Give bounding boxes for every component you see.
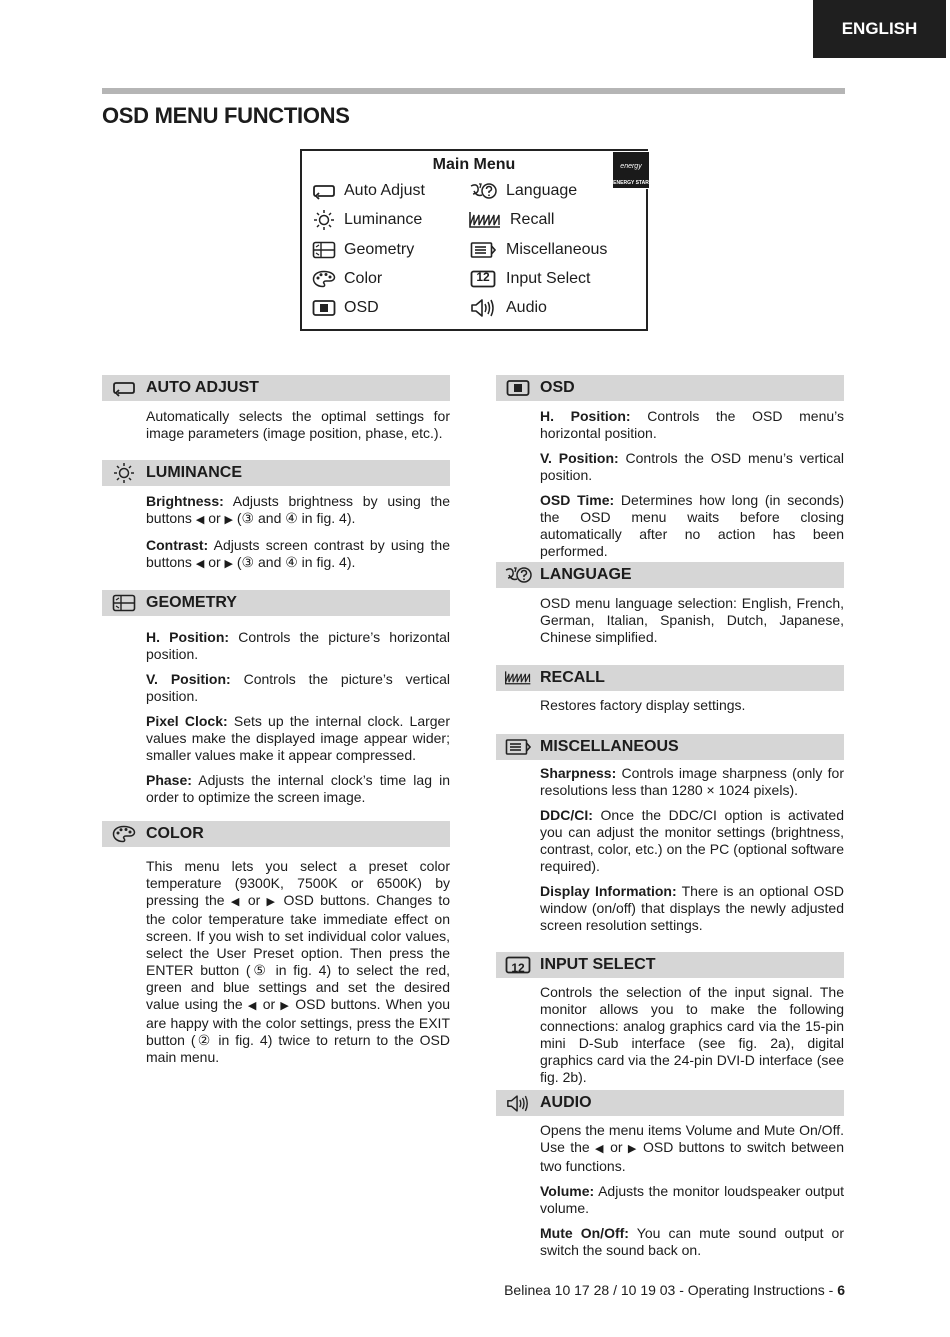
- arrow-right-icon: ▶: [266, 896, 278, 908]
- ddc-paragraph: [540, 807, 844, 875]
- menu-item-miscellaneous: [468, 239, 607, 261]
- luminance-icon: [312, 209, 336, 231]
- arrow-right-icon: ▶: [627, 1143, 638, 1155]
- phase-label: Phase:: [146, 772, 192, 788]
- ddc-label: DDC/CI:: [540, 807, 593, 823]
- osd-time-label: OSD Time:: [540, 492, 615, 508]
- recall-icon: [468, 209, 502, 231]
- paragraph: Controls the selection of the input signal. The monitor allows you to make the following connections: analog graphics card via the 15-pin mini D-Sub interface (see fig. 2a), digital graphics card via the 24-pin DVI-D interface (see fig. 2b).: [540, 984, 844, 1085]
- section-header-osd: [496, 375, 844, 401]
- section-header-language: [496, 562, 844, 588]
- vpos-paragraph: [146, 671, 450, 705]
- section-header-luminance: [102, 460, 450, 486]
- input-select-icon: [496, 956, 540, 974]
- volume-text: Adjusts the monitor loudspeaker output volume.: [540, 1183, 844, 1216]
- brightness-label: Brightness:: [146, 493, 224, 509]
- or-text: or: [208, 554, 221, 570]
- section-title: INPUT SELECT: [540, 956, 656, 973]
- section-title: AUDIO: [540, 1094, 592, 1111]
- volume-label: Volume:: [540, 1183, 595, 1199]
- display-info-paragraph: [540, 883, 844, 934]
- main-menu-box: [300, 149, 648, 331]
- luminance-text: [146, 493, 450, 581]
- language-icon: [468, 180, 498, 202]
- input-select-icon-text: 12: [511, 961, 525, 975]
- phase-paragraph: [146, 772, 450, 806]
- menu-item-luminance: [312, 209, 422, 231]
- ddc-text: Once the DDC/CI option is activated you can adjust the monitor settings (brightness, contrast, color, etc.) on the PC (optional software required).: [540, 807, 845, 874]
- osd-icon: [312, 297, 336, 319]
- audio-text-1: Opens the menu items Volume and Mute On/Off. Use the: [540, 1122, 844, 1155]
- sharpness-paragraph: [540, 765, 844, 799]
- color-palette-icon: [102, 825, 146, 843]
- or-text: or: [208, 510, 221, 526]
- recall-text: [540, 697, 844, 722]
- paragraph: Automatically selects the optimal settings for image parameters (image position, phase, etc.).: [146, 408, 450, 441]
- sharpness-label: Sharpness:: [540, 765, 617, 781]
- paragraph: Restores factory display settings.: [540, 697, 746, 713]
- geometry-text: [146, 629, 450, 814]
- footer-text: Belinea 10 17 28 / 10 19 03 - Operating Instructions -: [504, 1282, 834, 1298]
- section-header-audio: [496, 1090, 844, 1116]
- page-number: 6: [837, 1282, 845, 1298]
- color-paragraph: [146, 858, 450, 1066]
- osd-icon: [496, 379, 540, 397]
- menu-item-language: [468, 180, 577, 202]
- language-icon: [496, 566, 540, 584]
- menu-item-label: Auto Adjust: [344, 182, 425, 199]
- osd-hpos-text: Controls the OSD menu’s horizontal position.: [540, 408, 845, 441]
- section-header-recall: [496, 665, 844, 691]
- menu-item-label: Geometry: [344, 241, 415, 258]
- color-text-2: OSD buttons. Changes to the color temperature take immediate effect on screen. If you wish to set individual color values, select the User Preset option. Then press the ENTER button (⑤ in fig. 4) to select the red, green and blue settings and set the desired value using the: [146, 892, 451, 1012]
- section-title: OSD: [540, 379, 575, 396]
- top-rule: [102, 88, 845, 94]
- menu-item-input-select: [468, 268, 591, 290]
- arrow-left-icon: ◀: [247, 1000, 258, 1012]
- auto-adjust-icon: [312, 180, 336, 202]
- language-text: [540, 595, 844, 654]
- osd-vpos-paragraph: [540, 450, 844, 484]
- hpos-paragraph: [146, 629, 450, 663]
- section-title: AUTO ADJUST: [146, 379, 259, 396]
- menu-item-audio: [468, 297, 547, 319]
- phase-text: Adjusts the internal clock’s time lag in order to optimize the screen image.: [146, 772, 450, 805]
- or-text: or: [262, 996, 276, 1012]
- osd-hpos-paragraph: [540, 408, 844, 442]
- menu-item-label: Recall: [510, 211, 555, 228]
- vpos-text: Controls the picture’s vertical position.: [146, 671, 451, 704]
- miscellaneous-icon: [496, 738, 540, 756]
- osd-text: [540, 408, 844, 568]
- arrow-left-icon: ◀: [594, 1143, 605, 1155]
- or-text: or: [247, 892, 261, 908]
- display-info-label: Display Information:: [540, 883, 677, 899]
- color-text: [146, 858, 450, 1074]
- mute-label: Mute On/Off:: [540, 1225, 629, 1241]
- color-text-3: OSD buttons. When you are happy with the color settings, press the EXIT button (② in fig. 4) twice to return to the OSD main menu.: [146, 996, 451, 1065]
- menu-item-label: Input Select: [506, 270, 591, 287]
- arrow-right-icon: ▶: [224, 558, 233, 570]
- language-tab-label: ENGLISH: [841, 19, 918, 38]
- color-text-1: This menu lets you select a preset color temperature (9300K, 7500K or 6500K) by pressing the: [146, 858, 450, 908]
- brightness-paragraph: [146, 493, 450, 529]
- input-select-icon: [468, 268, 498, 290]
- miscellaneous-icon: [468, 239, 498, 261]
- clock-paragraph: [146, 713, 450, 764]
- page-footer: [504, 1282, 845, 1298]
- fig-ref: (③ and ④ in fig. 4).: [236, 554, 356, 570]
- audio-text: [540, 1122, 844, 1267]
- energy-star-logo: [612, 151, 650, 189]
- osd-vpos-label: V. Position:: [540, 450, 619, 466]
- geometry-icon: [102, 594, 146, 612]
- section-header-geometry: [102, 590, 450, 616]
- recall-icon: [496, 670, 540, 686]
- display-info-text: There is an optional OSD window (on/off) that displays the newly adjusted screen resolution settings.: [540, 883, 844, 933]
- section-title: RECALL: [540, 669, 605, 686]
- fig-ref: (③ and ④ in fig. 4).: [236, 510, 356, 526]
- auto-adjust-text: [146, 408, 450, 450]
- menu-item-label: OSD: [344, 299, 379, 316]
- geometry-icon: [312, 239, 336, 261]
- hpos-text: Controls the picture’s horizontal position.: [146, 629, 450, 662]
- section-header-color: [102, 821, 450, 847]
- menu-item-recall: [468, 209, 554, 231]
- section-title: LANGUAGE: [540, 566, 632, 583]
- audio-text-2: OSD buttons to switch between two functions.: [540, 1139, 844, 1174]
- vpos-label: V. Position:: [146, 671, 231, 687]
- menu-item-osd: [312, 297, 379, 319]
- clock-text: Sets up the internal clock. Larger values make the displayed image appear wider; smaller values make it appear compressed.: [146, 713, 451, 763]
- contrast-label: Contrast:: [146, 537, 209, 553]
- arrow-left-icon: ◀: [230, 896, 242, 908]
- language-tab: [813, 0, 946, 58]
- contrast-paragraph: [146, 537, 450, 573]
- or-text: or: [610, 1139, 623, 1155]
- auto-adjust-icon: [102, 379, 146, 397]
- mute-paragraph: [540, 1225, 844, 1259]
- arrow-left-icon: ◀: [195, 514, 205, 526]
- menu-item-auto-adjust: [312, 180, 425, 202]
- section-title: MISCELLANEOUS: [540, 738, 679, 755]
- osd-time-text: Determines how long (in seconds) the OSD menu waits before closing automatically after no action has been performed.: [540, 492, 845, 559]
- section-title: LUMINANCE: [146, 464, 242, 481]
- color-palette-icon: [312, 268, 336, 290]
- section-title: GEOMETRY: [146, 594, 237, 611]
- menu-item-label: Luminance: [344, 211, 423, 228]
- osd-hpos-label: H. Position:: [540, 408, 631, 424]
- hpos-label: H. Position:: [146, 629, 230, 645]
- clock-label: Pixel Clock:: [146, 713, 228, 729]
- luminance-icon: [102, 462, 146, 484]
- section-title: COLOR: [146, 825, 204, 842]
- arrow-right-icon: ▶: [224, 514, 233, 526]
- mute-text: You can mute sound output or switch the sound back on.: [540, 1225, 844, 1258]
- menu-item-label: Language: [506, 182, 578, 199]
- energy-script: energy: [620, 162, 642, 170]
- input-select-icon-text: 12: [476, 270, 490, 284]
- menu-item-label: Miscellaneous: [506, 241, 608, 258]
- audio-icon: [496, 1094, 540, 1113]
- input-select-text: [540, 984, 844, 1094]
- main-menu-title: Main Menu: [432, 156, 516, 173]
- audio-intro-paragraph: [540, 1122, 844, 1175]
- paragraph: OSD menu language selection: English, French, German, Italian, Spanish, Dutch, Japanese, Chinese simplified.: [540, 595, 844, 645]
- menu-item-geometry: [312, 239, 414, 261]
- menu-item-color: [312, 268, 382, 290]
- arrow-left-icon: ◀: [195, 558, 205, 570]
- osd-time-paragraph: [540, 492, 844, 560]
- volume-paragraph: [540, 1183, 844, 1217]
- menu-item-label: Audio: [506, 299, 547, 316]
- miscellaneous-text: [540, 765, 844, 942]
- contrast-text: Adjusts screen contrast by using the buttons: [146, 537, 450, 570]
- section-header-auto-adjust: [102, 375, 450, 401]
- energy-star-label: ENERGY STAR: [613, 180, 649, 186]
- page-title: OSD MENU FUNCTIONS: [102, 103, 350, 128]
- audio-icon: [468, 297, 498, 319]
- sharpness-text: Controls image sharpness (only for resolutions less than 1280 × 1024 pixels).: [540, 765, 844, 798]
- brightness-text: Adjusts brightness by using the buttons: [146, 493, 450, 526]
- arrow-right-icon: ▶: [280, 1000, 291, 1012]
- menu-item-label: Color: [344, 270, 383, 287]
- section-header-miscellaneous: [496, 734, 844, 760]
- osd-vpos-text: Controls the OSD menu’s vertical position.: [540, 450, 845, 483]
- section-header-input-select: [496, 952, 844, 978]
